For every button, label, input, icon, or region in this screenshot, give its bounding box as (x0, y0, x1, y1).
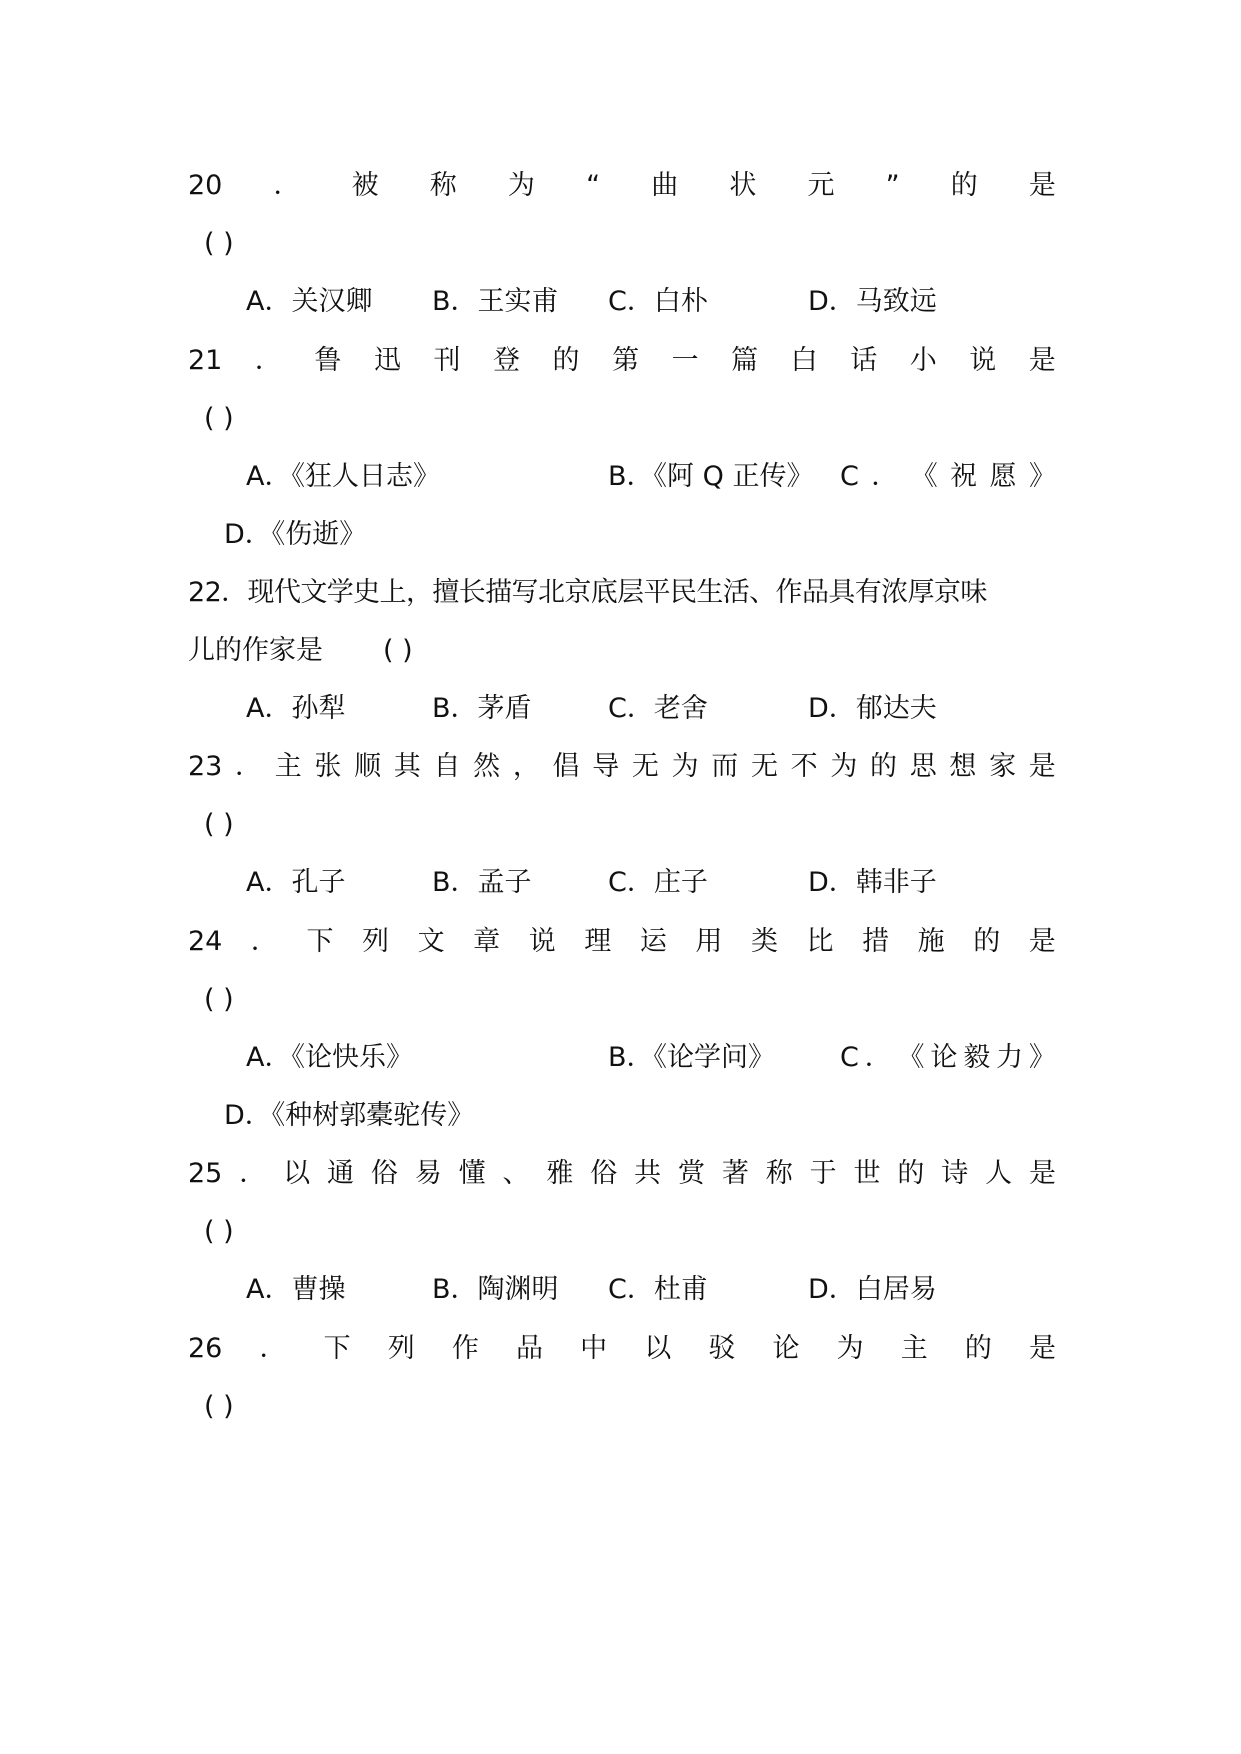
question-23-stem-char: 家 (989, 751, 1017, 782)
question-25-stem-char: 的 (897, 1158, 925, 1189)
question-21-stem-char: 迅 (373, 345, 401, 376)
question-25-option-c: C．杜甫 (608, 1274, 708, 1305)
question-25-stem-char: 称 (765, 1158, 793, 1189)
question-21-option-c-char: C (840, 461, 859, 492)
question-23-stem-char: 无 (631, 751, 659, 782)
question-24-stem-char: 用 (695, 926, 723, 957)
question-25-stem-char: 是 (1028, 1158, 1056, 1189)
question-21-option-c-char: 《 (910, 461, 938, 492)
question-22-stem-text: 儿的作家是 (188, 635, 323, 666)
question-23-stem-char: 而 (711, 751, 739, 782)
question-21-stem-char: 篇 (731, 345, 759, 376)
question-21-stem-char: 是 (1028, 345, 1056, 376)
question-22-option-c: C．老舍 (608, 693, 708, 724)
question-20-stem-char: ． (273, 170, 301, 201)
question-23-option-b: B．孟子 (432, 867, 532, 898)
question-21-stem-char: ． (254, 345, 282, 376)
question-21-stem-char: 一 (671, 345, 699, 376)
question-24-answer-blank: ( ) (204, 984, 234, 1015)
question-24-option-d: D．《种树郭橐驼传》 (224, 1100, 475, 1131)
question-20-option-d: D．马致远 (808, 286, 937, 317)
question-24-stem-char: 列 (362, 926, 390, 957)
question-20-stem-char: 是 (1028, 170, 1056, 201)
question-20-option-b: B．王实甫 (432, 286, 559, 317)
question-24-stem-char: 文 (417, 926, 445, 957)
question-23-stem (188, 747, 1056, 787)
question-23-stem-char: 张 (314, 751, 342, 782)
question-21-stem-char: 说 (969, 345, 997, 376)
question-25-answer-blank: ( ) (204, 1216, 234, 1247)
question-23-option-a: A．孔子 (246, 867, 346, 898)
question-21-option-d: D．《伤逝》 (224, 519, 367, 550)
question-25-stem-char: 懂 (458, 1158, 486, 1189)
question-24-stem-char: 的 (973, 926, 1001, 957)
question-21-stem-char: 第 (612, 345, 640, 376)
question-26-stem-char: 驳 (708, 1333, 736, 1364)
question-25-option-d: D．白居易 (808, 1274, 937, 1305)
question-24-stem-char: 类 (750, 926, 778, 957)
question-25-stem-char: 赏 (677, 1158, 705, 1189)
question-25-stem-char: 世 (853, 1158, 881, 1189)
question-20-stem-char: “ (586, 170, 601, 201)
question-20-stem-char: 称 (429, 170, 457, 201)
question-24-option-b: B．《论学问》 (608, 1042, 776, 1073)
question-24-option-c-char: 》 (1028, 1042, 1056, 1073)
question-25-stem-char: 雅 (546, 1158, 574, 1189)
question-23-stem-char: 主 (274, 751, 302, 782)
question-24-option-c-char: C (840, 1042, 859, 1073)
question-23-stem-char: 导 (592, 751, 620, 782)
question-23-stem-char: 倡 (552, 751, 580, 782)
question-21-stem-char: 鲁 (314, 345, 342, 376)
question-21-option-c-char: 愿 (989, 461, 1017, 492)
question-23-option-c: C．庄子 (608, 867, 708, 898)
question-24-stem-char: 运 (639, 926, 667, 957)
question-25-stem-char: ． (239, 1158, 267, 1189)
question-25-stem-char: 于 (809, 1158, 837, 1189)
question-22-option-a: A．孙犁 (246, 693, 346, 724)
question-26-stem-char: 列 (387, 1333, 415, 1364)
question-25-stem-char: 诗 (941, 1158, 969, 1189)
question-20-stem (188, 166, 1056, 206)
question-26-stem-char: ． (259, 1333, 287, 1364)
question-25-option-a: A．曹操 (246, 1274, 346, 1305)
question-20-stem-char: 状 (729, 170, 757, 201)
question-26-stem-char: 论 (772, 1333, 800, 1364)
question-21-stem-char: 话 (850, 345, 878, 376)
question-23-stem-char: 为 (671, 751, 699, 782)
question-24-stem-char: 是 (1028, 926, 1056, 957)
question-26-stem-char: 为 (836, 1333, 864, 1364)
question-21-stem-char: 白 (790, 345, 818, 376)
question-25-stem-char: 著 (721, 1158, 749, 1189)
question-23-stem-char: 无 (750, 751, 778, 782)
question-22-stem-line1: 22．现代文学史上，擅长描写北京底层平民生活、作品具有浓厚京味 (188, 577, 987, 608)
question-26-stem-char: 作 (451, 1333, 479, 1364)
question-23-option-d: D．韩非子 (808, 867, 937, 898)
question-23-stem-char: ， (512, 751, 540, 782)
question-21-stem-char: 21 (188, 345, 223, 376)
question-24-stem-char: 下 (306, 926, 334, 957)
question-21-option-a: A．《狂人日志》 (246, 461, 440, 492)
question-25-stem-char: 易 (414, 1158, 442, 1189)
question-26-stem-char: 主 (900, 1333, 928, 1364)
question-23-stem-char: 的 (870, 751, 898, 782)
question-22-answer-blank: ( ) (383, 635, 413, 666)
question-20-stem-char: 的 (950, 170, 978, 201)
question-25-stem-char: 俗 (370, 1158, 398, 1189)
question-24-stem (188, 922, 1056, 962)
question-24-option-a: A．《论快乐》 (246, 1042, 413, 1073)
question-24-stem-char: 比 (806, 926, 834, 957)
question-25-stem-char: 、 (502, 1158, 530, 1189)
question-23-stem-char: 想 (949, 751, 977, 782)
question-21-option-b: B．《阿 Q 正传》 (608, 461, 814, 492)
question-24-stem-char: 24 (188, 926, 223, 957)
question-21-option-c (840, 457, 1056, 497)
question-23-stem-char: 不 (790, 751, 818, 782)
question-24-option-c-char: 力 (996, 1042, 1024, 1073)
question-21-answer-blank: ( ) (204, 403, 234, 434)
question-24-option-c (840, 1038, 1056, 1078)
question-24-stem-char: 理 (584, 926, 612, 957)
question-26-answer-blank: ( ) (204, 1391, 234, 1422)
question-20-stem-char: 元 (807, 170, 835, 201)
question-22-option-b: B．茅盾 (432, 693, 532, 724)
question-20-stem-char: 曲 (651, 170, 679, 201)
question-26-stem-char: 26 (188, 1333, 223, 1364)
question-22-stem-line2 (188, 631, 1056, 671)
question-25-stem (188, 1154, 1056, 1194)
question-24-stem-char: 措 (862, 926, 890, 957)
question-20-option-c: C．白朴 (608, 286, 708, 317)
question-24-stem-char: 说 (528, 926, 556, 957)
question-20-option-a: A．关汉卿 (246, 286, 373, 317)
question-21-option-c-char: 祝 (950, 461, 978, 492)
question-21-stem-char: 的 (552, 345, 580, 376)
question-24-option-c-char: 《 (897, 1042, 925, 1073)
question-21-option-c-char: 》 (1028, 461, 1056, 492)
question-26-stem-char: 是 (1028, 1333, 1056, 1364)
question-26-stem-char: 下 (323, 1333, 351, 1364)
question-25-stem-char: 以 (283, 1158, 311, 1189)
question-25-stem-char: 俗 (590, 1158, 618, 1189)
question-23-stem-char: 自 (433, 751, 461, 782)
question-25-option-b: B．陶渊明 (432, 1274, 559, 1305)
question-25-stem-char: 通 (326, 1158, 354, 1189)
question-25-stem-char: 25 (188, 1158, 223, 1189)
question-22-option-d: D．郁达夫 (808, 693, 937, 724)
question-21-stem-char: 小 (909, 345, 937, 376)
question-26-stem-char: 以 (644, 1333, 672, 1364)
question-23-stem-char: 23 (188, 751, 223, 782)
question-21-stem (188, 341, 1056, 381)
question-24-option-c-char: 毅 (963, 1042, 991, 1073)
question-21-stem-char: 登 (493, 345, 521, 376)
question-23-stem-char: ． (235, 751, 263, 782)
question-26-stem-char: 品 (515, 1333, 543, 1364)
question-25-stem-char: 共 (634, 1158, 662, 1189)
question-23-stem-char: 顺 (354, 751, 382, 782)
question-23-stem-char: 思 (909, 751, 937, 782)
question-20-answer-blank: ( ) (204, 228, 234, 259)
question-20-stem-char: ” (885, 170, 900, 201)
question-23-stem-char: 其 (393, 751, 421, 782)
question-25-stem-char: 人 (985, 1158, 1013, 1189)
question-21-option-c-char: ． (871, 461, 899, 492)
question-26-stem-char: 中 (580, 1333, 608, 1364)
question-24-stem-char: 章 (473, 926, 501, 957)
question-20-stem-char: 为 (507, 170, 535, 201)
question-23-stem-char: 是 (1028, 751, 1056, 782)
question-23-stem-char: 为 (830, 751, 858, 782)
question-24-stem-char: 施 (917, 926, 945, 957)
question-20-stem-char: 被 (351, 170, 379, 201)
question-26-stem (188, 1329, 1056, 1369)
question-24-stem-char: ． (250, 926, 278, 957)
question-21-stem-char: 刊 (433, 345, 461, 376)
question-24-option-c-char: 论 (930, 1042, 958, 1073)
question-20-stem-char: 20 (188, 170, 223, 201)
question-26-stem-char: 的 (964, 1333, 992, 1364)
question-24-option-c-char: ． (864, 1042, 892, 1073)
question-23-answer-blank: ( ) (204, 809, 234, 840)
question-23-stem-char: 然 (473, 751, 501, 782)
